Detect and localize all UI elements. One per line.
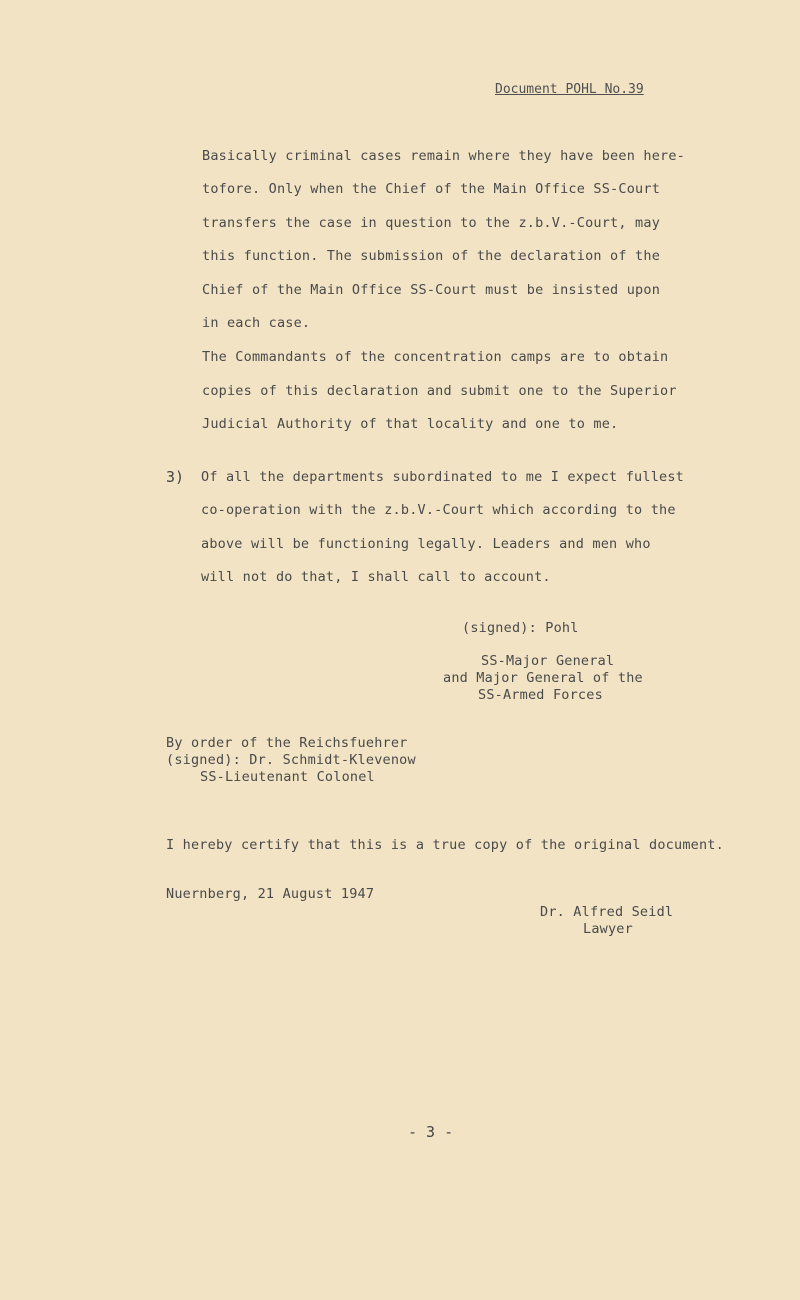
paragraph-line: in each case. — [202, 315, 311, 331]
order-line: By order of the Reichsfuehrer — [166, 735, 408, 751]
pohl-title-line: SS-Armed Forces — [478, 687, 603, 703]
paragraph-line: Chief of the Main Office SS-Court must be insisted upon — [202, 282, 661, 298]
pohl-signature: (signed): Pohl — [462, 620, 579, 636]
pohl-title-line: SS-Major General — [481, 653, 615, 669]
certifier-title: Lawyer — [583, 921, 633, 937]
order-line: SS-Lieutenant Colonel — [200, 769, 375, 785]
paragraph-line: tofore. Only when the Chief of the Main Office SS-Court — [202, 181, 661, 197]
paragraph-line: The Commandants of the concentration camps are to obtain — [202, 349, 669, 365]
place-date: Nuernberg, 21 August 1947 — [166, 886, 375, 902]
paragraph-line: copies of this declaration and submit one to the Superior — [202, 383, 677, 399]
document-id: Document POHL No.39 — [495, 82, 644, 97]
certifier-name: Dr. Alfred Seidl — [540, 904, 674, 920]
item-line: co-operation with the z.b.V.-Court which according to the — [201, 502, 676, 518]
pohl-title-line: and Major General of the — [443, 670, 643, 686]
paragraph-line: this function. The submission of the declaration of the — [202, 248, 661, 264]
item-line: Of all the departments subordinated to me I expect fullest — [201, 469, 685, 485]
certification-text: I hereby certify that this is a true copy of the original document. — [166, 837, 724, 853]
item-line: above will be functioning legally. Leaders and men who — [201, 536, 651, 552]
paragraph-line: transfers the case in question to the z.b.V.-Court, may — [202, 215, 661, 231]
paragraph-line: Basically criminal cases remain where they have been here- — [202, 148, 686, 164]
paragraph-line: Judicial Authority of that locality and one to me. — [202, 416, 619, 432]
item-line: will not do that, I shall call to account. — [201, 569, 551, 585]
order-line: (signed): Dr. Schmidt-Klevenow — [166, 752, 416, 768]
page-number: - 3 - — [408, 1123, 454, 1141]
item-number: 3) — [166, 468, 185, 486]
